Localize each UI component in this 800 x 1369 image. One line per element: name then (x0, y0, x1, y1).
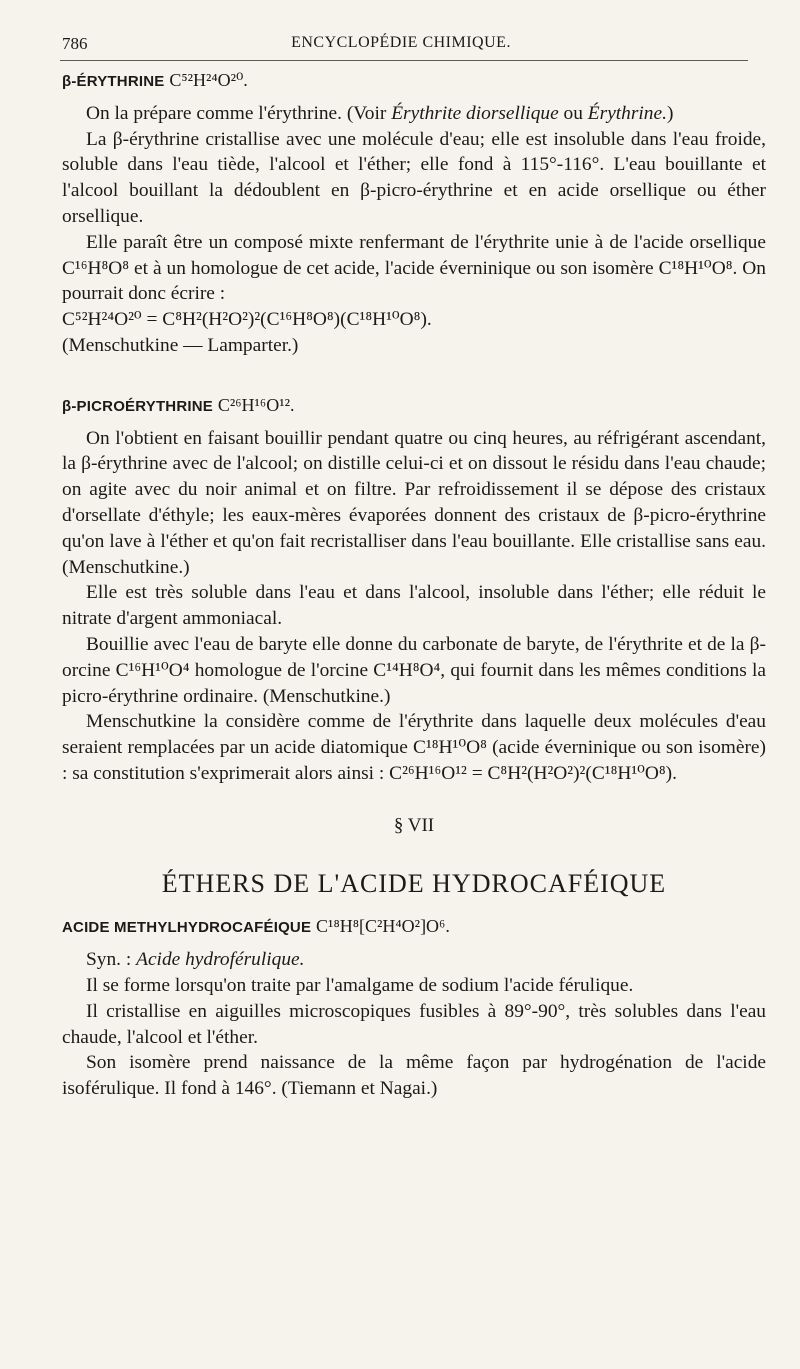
entry-formula: C²⁶H¹⁶O¹². (217, 394, 295, 415)
synonym-line (62, 947, 766, 973)
paragraph: On l'obtient en faisant bouillir pendant quatre ou cinq heures, au réfrigérant ascendant, la β-érythrine avec de l'alcool; on distille celui-ci et on dissout le résidu dans l'eau chaude; on agite avec du noir animal et on filtre. Par refroidissement il se dépose des cristaux d'orsellate d'éthyle; les eaux-mères évaporées donnent des cristaux de β-picro-érythrine qu'on lave à l'éther et qu'on fait recristalliser dans l'eau bouillante. Elle cristallise sans eau. (Menschutkine.) (62, 427, 766, 578)
entry-heading-beta-erythrine (62, 68, 766, 95)
paragraph: Elle est très soluble dans l'eau et dans l'alcool, insoluble dans l'éther; elle réduit le nitrate d'argent ammoniacal. (62, 582, 766, 630)
entry-title: ACIDE METHYLHYDROCAFÉIQUE (62, 919, 312, 937)
entry-formula: C⁵²H²⁴O²⁰. (169, 70, 248, 90)
entry-heading-beta-picroerythrine (62, 393, 766, 420)
paragraph: Elle paraît être un composé mixte renfermant de l'érythrite unie à de l'acide orsellique C¹⁶H⁸O⁸ et à un homologue de cet acide, l'acide éverninique ou son isomère C¹⁸H¹⁰O⁸. On pourrait donc écrire : (62, 231, 766, 305)
paragraph (62, 101, 766, 127)
citation: (Menschutkine — Lamparter.) (62, 334, 299, 356)
entry-title: β-PICROÉRYTHRINE (62, 397, 213, 415)
text-run: On la prépare comme l'érythrine. (Voir (86, 102, 392, 124)
page-number: 786 (62, 34, 88, 53)
paragraph: Il cristallise en aiguilles microscopiques fusibles à 89°-90°, très solubles dans l'eau chaude, l'alcool et l'éther. (62, 1000, 766, 1048)
entry-heading-acide (62, 914, 766, 941)
page-body (62, 64, 766, 1102)
entry-formula: C¹⁸H⁸[C²H⁴O²]O⁶. (316, 916, 450, 937)
paragraph: Il se forme lorsqu'on traite par l'amalgame de sodium l'acide férulique. (86, 974, 634, 996)
text-run: ) (666, 102, 674, 124)
section-title: ÉTHERS DE L'ACIDE HYDROCAFÉIQUE (161, 868, 667, 898)
cross-reference: Érythrine. (587, 102, 667, 124)
page-header (62, 34, 740, 60)
running-title: ENCYCLOPÉDIE CHIMIQUE. (291, 34, 511, 51)
paragraph: Son isomère prend naissance de la même façon par hydrogénation de l'acide isoférulique. Il fond à 146°. (Tiemann et Nagai.) (62, 1052, 766, 1100)
equation: C⁵²H²⁴O²⁰ = C⁸H²(H²O²)²(C¹⁶H⁸O⁸)(C¹⁸H¹⁰O⁸). (62, 309, 432, 331)
cross-reference: Érythrite diorsellique (391, 102, 559, 124)
entry-title: β-ÉRYTHRINE (62, 73, 165, 90)
section-mark: § VII (393, 814, 435, 836)
header-rule (60, 60, 748, 61)
paragraph: Menschutkine la considère comme de l'érythrite dans laquelle deux molécules d'eau seraient remplacées par un acide diatomique C¹⁸H¹⁰O⁸ (acide éverninique ou son isomère) : sa constitution s'exprimerait alors ainsi : C²⁶H¹⁶O¹² = C⁸H²(H²O²)²(C¹⁸H¹⁰O⁸). (62, 711, 766, 784)
paragraph: La β-érythrine cristallise avec une molécule d'eau; elle est insoluble dans l'eau froide, soluble dans l'eau tiède, l'alcool et l'éther; elle fond à 115°-116°. L'eau bouillante et l'alcool bouillant la dédoublent en β-picro-érythrine et en acide orsellique ou éther orsellique. (62, 128, 766, 227)
text-run: ou (558, 102, 588, 124)
synonym-label: Syn. : (86, 949, 137, 971)
paragraph: Bouillie avec l'eau de baryte elle donne du carbonate de baryte, de l'érythrite et de la β-orcine C¹⁶H¹⁰O⁴ homologue de l'orcine C¹⁴H⁸O⁴, qui fournit dans les mêmes conditions la picro-érythrine ordinaire. (Menschutkine.) (62, 633, 766, 707)
synonym-value: Acide hydroférulique. (136, 949, 305, 971)
